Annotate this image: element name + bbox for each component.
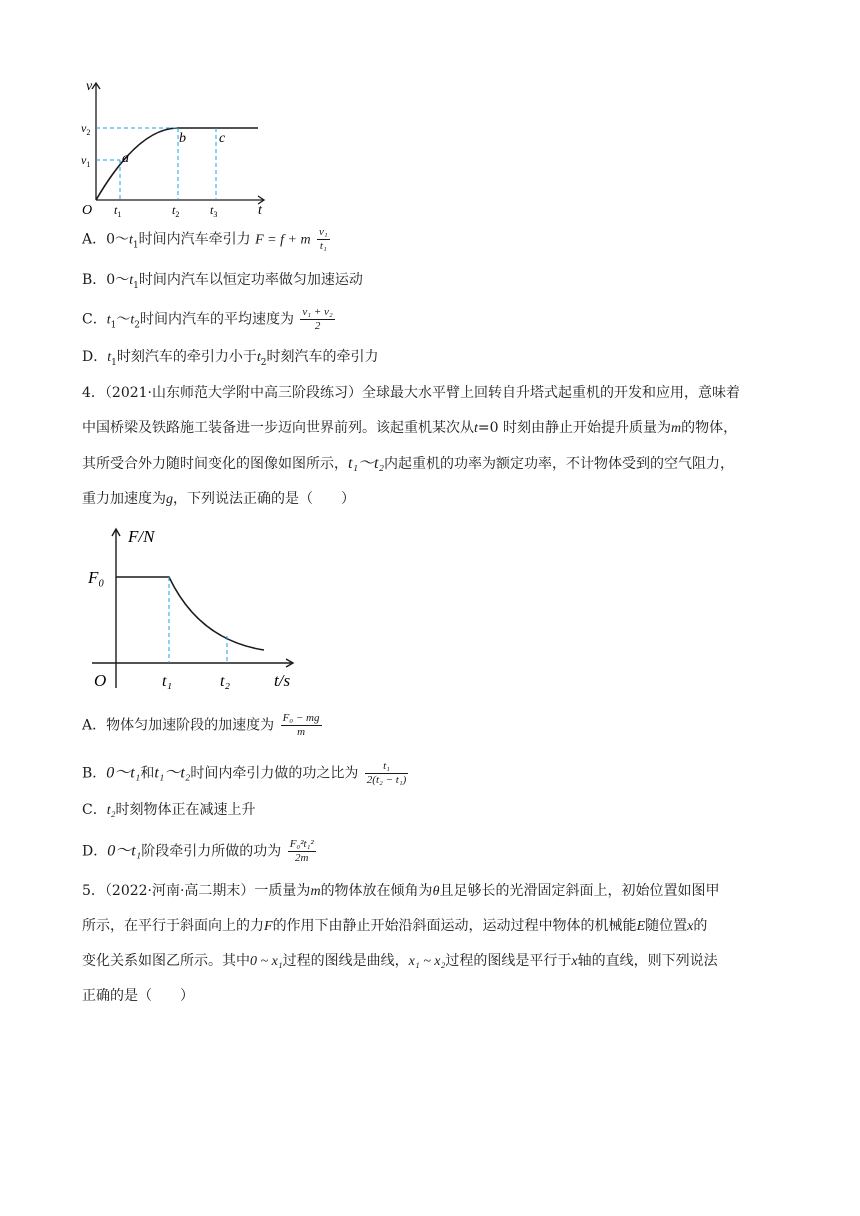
q4-option-d-fraction	[288, 838, 316, 865]
q3-option-d-text: 时刻汽车的牵引力小于	[116, 349, 257, 365]
q5-line-2-d: 的	[693, 918, 708, 934]
q5-line-3-a: 变化关系如图乙所示。其中	[82, 953, 250, 969]
q4-option-b-range-1: 0～t₁	[106, 764, 141, 782]
svg-text:v1	[81, 153, 90, 169]
q4-stem-line-3-b: 内起重机的功率为额定功率，不计物体受到的空气阻力，	[384, 456, 735, 472]
q5-var-e: E	[636, 919, 646, 934]
q3-option-b-t1-sub: 1	[133, 280, 139, 291]
velocity-time-graph	[78, 76, 278, 218]
q4-option-c-text: 时刻物体正在减速上升	[115, 802, 256, 818]
t3-label: t	[210, 203, 214, 217]
q4-option-d-numerator: F₀²t₁²	[289, 838, 314, 850]
q3-option-c-text: 时间内汽车的平均速度为	[139, 311, 294, 328]
q4-option-a-text: A．物体匀加速阶段的加速度为	[82, 717, 275, 734]
q3-option-c-t2-sub: 2	[134, 320, 140, 331]
t2-sub: 2	[175, 210, 180, 218]
y-axis-label: v	[86, 79, 93, 94]
q4-option-b-denominator: 2(t₂ − t₁)	[366, 774, 407, 786]
q4-stem-line-4-a: 重力加速度为	[82, 491, 166, 507]
q3-option-b-text: 时间内汽车以恒定功率做匀加速运动	[138, 272, 363, 288]
q5-stem	[82, 874, 782, 1014]
q4-option-b-numerator: t₁	[365, 760, 409, 774]
q5-var-f: F	[264, 919, 273, 934]
q4-stem-line-2-a: 中国桥梁及铁路施工装备进一步迈向世界前列。该起重机某次从	[82, 420, 474, 436]
svg-text:t1	[114, 203, 121, 218]
q4-stem-line-3-a: 其所受合外力随时间变化的图像如图所示，	[82, 456, 348, 472]
q4-stem	[82, 376, 782, 517]
q4-option-c-prefix: C．	[82, 802, 107, 818]
q4-option-d-denominator: 2m	[294, 852, 309, 864]
force-time-graph	[84, 522, 304, 692]
point-a-label: a	[122, 151, 129, 166]
t1-label-2: t₁	[162, 673, 173, 690]
q3-option-a-numerator: v₁	[319, 226, 328, 238]
q3-option-a-prefix: A．0～	[82, 231, 130, 248]
f-axis-label: F/N	[128, 527, 155, 546]
q3-option-a-denominator: t₁	[319, 240, 327, 252]
q3-option-b-prefix: B．0～	[82, 272, 130, 288]
q4-option-b-range-2: t₁～t₂	[154, 764, 191, 782]
q4-stem-var-g: g	[166, 492, 173, 507]
q5-var-theta: θ	[432, 884, 440, 899]
q3-option-c-fraction	[300, 306, 334, 333]
q5-line-2-b: 的作用下由静止开始沿斜面运动，运动过程中物体的机械能	[272, 918, 637, 934]
q5-line-3-c: 过程的图线是平行于	[445, 953, 572, 969]
q4-option-a-denominator: m	[297, 726, 306, 738]
q5-var-x: x	[687, 919, 694, 934]
q4-stem-line-1: 4．（2021·山东师范大学附中高三阶段练习）全球最大水平臂上回转自升塔式起重机的开发和应用，意味着	[82, 385, 740, 401]
svg-text:v2	[81, 121, 90, 137]
q4-option-b-text: 时间内牵引力做的功之比为	[190, 765, 359, 782]
q4-stem-range: t₁～t₂	[348, 455, 385, 472]
q5-line-2	[82, 909, 782, 944]
q5-line-2-c: 随位置	[645, 918, 688, 934]
v2-label: v	[81, 121, 87, 135]
q4-option-b	[82, 760, 410, 787]
q5-var-x-axis: x	[571, 954, 578, 969]
q4-option-a-numerator: F₀ − mg	[282, 712, 320, 724]
q4-stem-line-4	[82, 482, 782, 517]
q4-stem-line-4-b: ，下列说法正确的是（ ）	[173, 491, 355, 507]
q3-option-a-t1-sub: 1	[132, 240, 139, 251]
x-axis-label: t	[258, 203, 262, 218]
q4-option-c-t2: t₂	[106, 803, 116, 818]
t2-label-2: t₂	[220, 673, 231, 690]
q4-stem-var-t: t	[474, 421, 478, 436]
q3-option-a-formula: F = f + m	[255, 232, 311, 248]
q3-option-d	[82, 347, 378, 373]
q4-option-d-range: 0～t₁	[107, 842, 142, 860]
q4-option-b-prefix: B．	[82, 765, 107, 782]
q3-option-b	[82, 270, 363, 296]
q3-option-a-t1: t	[129, 232, 133, 248]
q3-option-d-t2-sub: 2	[260, 357, 267, 368]
q3-option-c-prefix: C．	[82, 311, 107, 328]
t1-label: t	[114, 203, 118, 217]
q3-option-a-text: 时间内汽车牵引力	[138, 231, 251, 248]
q3-option-c-t1-sub: 1	[110, 320, 117, 331]
q3-option-d-t1: t	[107, 350, 112, 365]
q5-var-m: m	[310, 884, 321, 899]
q4-stem-line-2-b: =0 时刻由静止开始提升质量为	[477, 420, 671, 436]
q3-option-d-t1-sub: 1	[111, 357, 117, 368]
q5-line-1-b: 的物体放在倾角为	[320, 883, 433, 899]
q3-option-b-t1: t	[129, 273, 134, 288]
v2-sub: 2	[86, 128, 91, 137]
q5-line-3	[82, 944, 782, 979]
q5-line-1-a: 5．（2022·河南·高二期末）一质量为	[82, 883, 311, 899]
origin-label-2: O	[94, 671, 107, 690]
t3-sub: 3	[213, 210, 218, 218]
q4-option-d-prefix: D．	[82, 843, 108, 860]
q4-stem-line-3	[82, 446, 782, 482]
q5-line-3-d: 轴的直线，则下列说法	[577, 953, 718, 969]
svg-text:t2	[172, 203, 179, 218]
q3-option-a-fraction	[317, 226, 330, 253]
point-b-label: b	[179, 131, 186, 146]
q4-option-b-fraction	[365, 760, 409, 787]
q3-option-c-t1: t	[106, 312, 111, 328]
q5-line-2-a: 所示，在平行于斜面向上的力	[82, 918, 264, 934]
q4-option-a-fraction	[281, 712, 322, 739]
q5-range-2: x₁ ~ x₂	[408, 954, 446, 969]
v1-label: v	[81, 153, 87, 167]
q3-option-c	[82, 306, 337, 335]
v1-sub: 1	[86, 160, 91, 169]
svg-text:t3	[210, 203, 217, 218]
t-axis-label: t/s	[274, 671, 291, 690]
q3-option-c-t2: t	[130, 312, 135, 328]
t1-sub: 1	[117, 210, 122, 218]
q5-line-1-c: 且足够长的光滑固定斜面上，初始位置如图甲	[439, 883, 720, 899]
q4-stem-var-m: m	[670, 421, 682, 436]
q3-option-d-t2: t	[256, 350, 261, 365]
q5-range-1: 0 ~ x₁	[250, 954, 283, 969]
q4-option-d-text: 阶段牵引力所做的功为	[141, 843, 282, 860]
q3-option-c-denominator: 2	[314, 320, 321, 332]
q3-option-d-prefix: D．	[82, 349, 108, 365]
q4-option-d	[82, 838, 318, 865]
q4-stem-line-2	[82, 411, 782, 446]
q3-option-a	[82, 226, 332, 255]
q3-option-d-text-end: 时刻汽车的牵引力	[266, 349, 379, 365]
q3-option-c-numerator: v₁ + v₂	[302, 306, 333, 318]
q5-line-1	[82, 874, 782, 909]
q5-line-3-b: 过程的图线是曲线，	[282, 953, 409, 969]
q4-option-c	[82, 800, 255, 821]
f0-label: F₀	[88, 568, 105, 587]
t2-label: t	[172, 203, 176, 217]
q5-line-4: 正确的是（ ）	[82, 988, 194, 1004]
q4-option-a	[82, 712, 324, 739]
q4-option-b-and: 和	[140, 765, 155, 782]
origin-label: O	[82, 203, 93, 218]
point-c-label: c	[219, 131, 226, 146]
q3-option-c-tilde: ～	[116, 311, 131, 328]
q4-stem-line-2-c: 的物体，	[681, 420, 738, 436]
